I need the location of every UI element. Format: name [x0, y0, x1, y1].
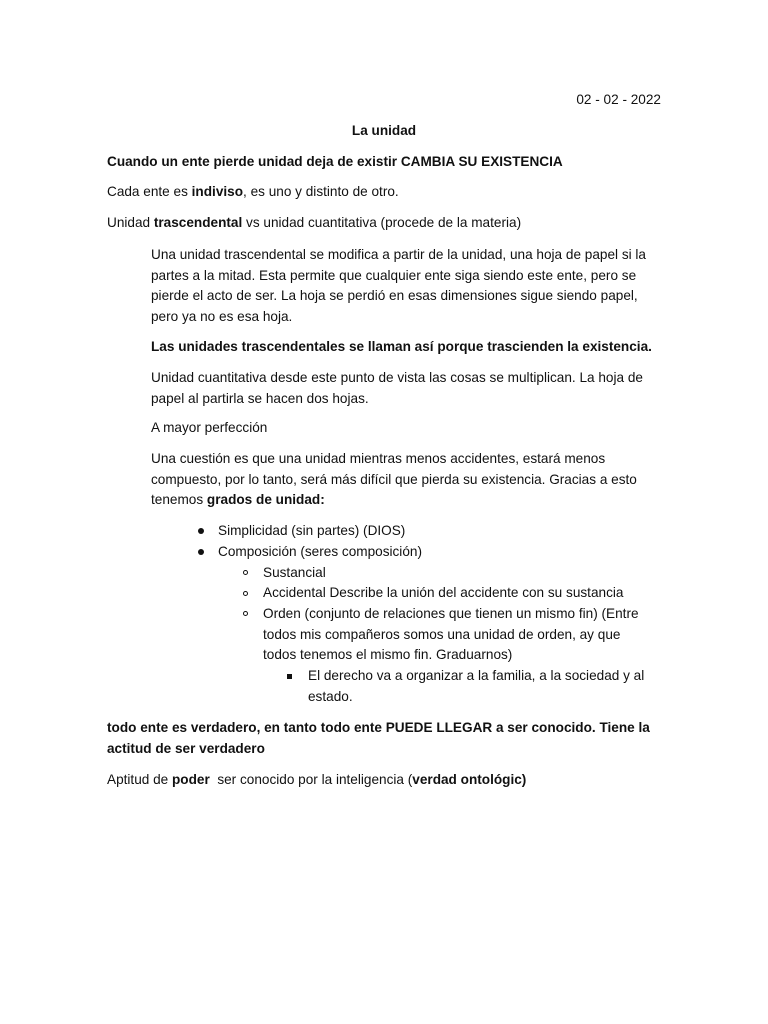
bullet-dot-icon — [198, 528, 204, 534]
list-item: Simplicidad (sin partes) (DIOS) — [218, 523, 406, 538]
paragraph-existence: Cuando un ente pierde unidad deja de existir CAMBIA SU EXISTENCIA — [107, 154, 563, 169]
line: Una cuestión es que una unidad mientras menos accidentes, estará menos — [151, 451, 606, 466]
line: actitud de ser verdadero — [107, 740, 265, 756]
text: ser conocido por la inteligencia ( — [209, 772, 413, 787]
indented-paragraph-perfeccion: A mayor perfección — [151, 420, 268, 435]
bold-text: poder — [172, 772, 210, 787]
bullet-ring-icon — [243, 570, 248, 575]
bullet-square-icon — [287, 674, 292, 679]
line: todo ente es verdadero, en tanto todo ente PUEDE LLEGAR a ser conocido. Tiene la — [107, 720, 650, 735]
sub-list-item: Accidental Describe la unión del accidente con su sustancia — [263, 585, 624, 600]
line: todos tenemos el mismo fin. Graduarnos) — [263, 647, 513, 662]
paragraph-indiviso — [107, 182, 667, 203]
text: Aptitud de — [107, 772, 172, 787]
line: estado. — [308, 688, 353, 704]
paragraph-trascendental — [107, 213, 667, 234]
line: todos mis compañeros somos una unidad de orden, ay que — [263, 626, 621, 642]
page-title: La unidad — [351, 123, 417, 138]
line: El derecho va a organizar a la familia, a la sociedad y al — [308, 668, 645, 683]
line — [151, 490, 661, 511]
bold-text: verdad ontológic) — [412, 772, 527, 787]
text: , es uno y distinto de otro. — [243, 184, 399, 199]
sub-list-item — [263, 604, 663, 666]
paragraph-aptitud — [107, 770, 667, 791]
bold-text: indiviso — [191, 184, 244, 199]
line: Una unidad trascendental se modifica a partir de la unidad, una hoja de papel si la — [151, 247, 646, 262]
bold-text: trascendental — [153, 215, 243, 230]
text: tenemos — [151, 492, 207, 507]
line: compuesto, por lo tanto, será más difícil que pierda su existencia. Gracias a esto — [151, 471, 637, 487]
indented-paragraph-grados — [151, 449, 661, 511]
text: Unidad — [107, 215, 154, 230]
indented-paragraph-cuantitativa — [151, 368, 661, 409]
bullet-dot-icon — [198, 549, 204, 555]
list-item: Composición (seres composición) — [218, 544, 422, 559]
sub-list-item: Sustancial — [263, 565, 326, 580]
paragraph-verdadero — [107, 718, 667, 759]
bold-text: grados de unidad: — [206, 492, 325, 507]
indented-paragraph-trascendental — [151, 245, 661, 327]
sub-sub-list-item — [308, 666, 668, 707]
line: pierde el acto de ser. La hoja se perdió en esas dimensiones sigue siendo papel, — [151, 288, 638, 303]
bullet-ring-icon — [243, 591, 248, 596]
line: partes a la mitad. Esta permite que cualquier ente siga siendo este ente, pero se — [151, 267, 637, 283]
indented-paragraph-bold: Las unidades trascendentales se llaman así porque trascienden la existencia. — [151, 339, 652, 354]
line: Unidad cuantitativa desde este punto de vista las cosas se multiplican. La hoja de — [151, 370, 643, 385]
line: pero ya no es esa hoja. — [151, 308, 293, 324]
text: vs unidad cuantitativa (procede de la materia) — [242, 215, 522, 230]
text: Cada ente es — [107, 184, 192, 199]
line: papel al partirla se hacen dos hojas. — [151, 390, 369, 406]
line: Orden (conjunto de relaciones que tienen un mismo fin) (Entre — [263, 606, 639, 621]
date: 02 - 02 - 2022 — [576, 92, 661, 107]
bullet-ring-icon — [243, 611, 248, 616]
